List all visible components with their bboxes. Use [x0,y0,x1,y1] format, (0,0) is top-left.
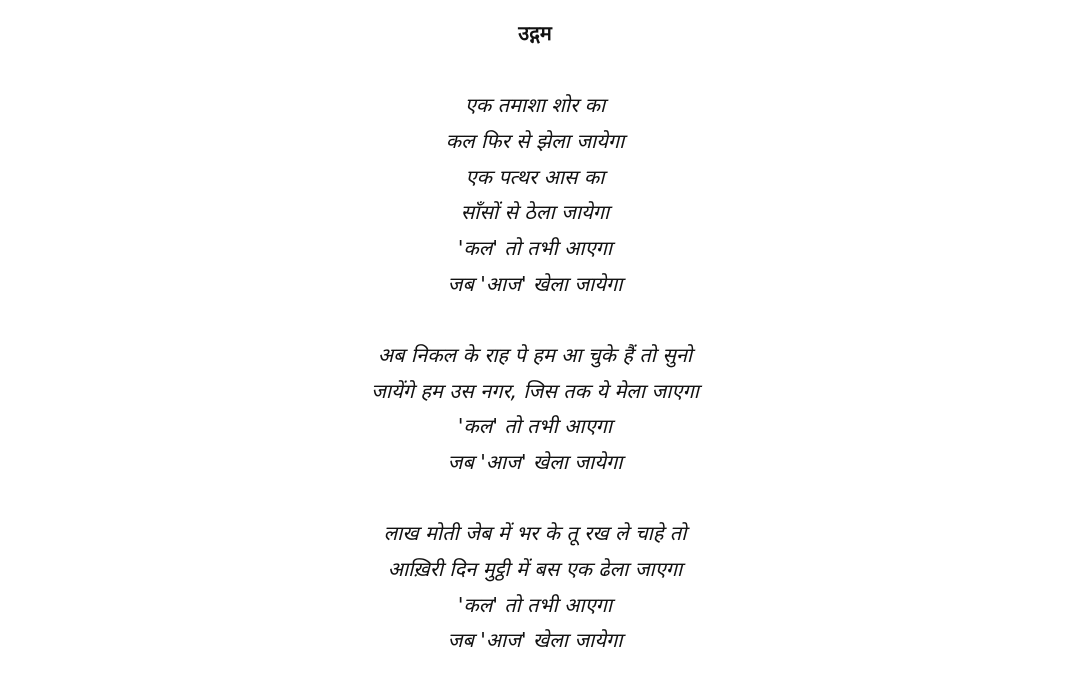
poem-line: जब 'आज' खेला जायेगा [447,450,623,475]
poem-body [0,88,1070,694]
poem-line: 'कल' तो तभी आएगा [457,592,613,617]
poem-line: एक पत्थर आस का [465,164,605,189]
poem-title: उद्गम [518,21,552,45]
poem-line: जब 'आज' खेला जायेगा [447,628,623,653]
poem-line: जायेंगे हम उस नगर, जिस तक ये मेला जाएगा [371,378,699,403]
poem-line: 'कल' तो तभी आएगा [457,414,613,439]
stanza-1 [0,88,1070,303]
poem-line: अब निकल के राह पे हम आ चुके हैं तो सुनो [377,342,693,367]
poem-line: एक तमाशा शोर का [464,93,606,117]
poem-line: साँसों से ठेला जायेगा [460,200,610,225]
poem-line: कल फिर से झेला जायेगा [445,128,625,153]
stanza-3 [0,516,1070,659]
stanza-2 [0,338,1070,481]
poem-line: जब 'आज' खेला जायेगा [447,271,623,296]
poem-line: 'कल' तो तभी आएगा [457,236,613,261]
poem-line: आख़िरी दिन मुट्ठी में बस एक ढेला जाएगा [387,556,683,581]
poem-line: लाख मोती जेब में भर के तू रख ले चाहे तो [383,520,687,545]
